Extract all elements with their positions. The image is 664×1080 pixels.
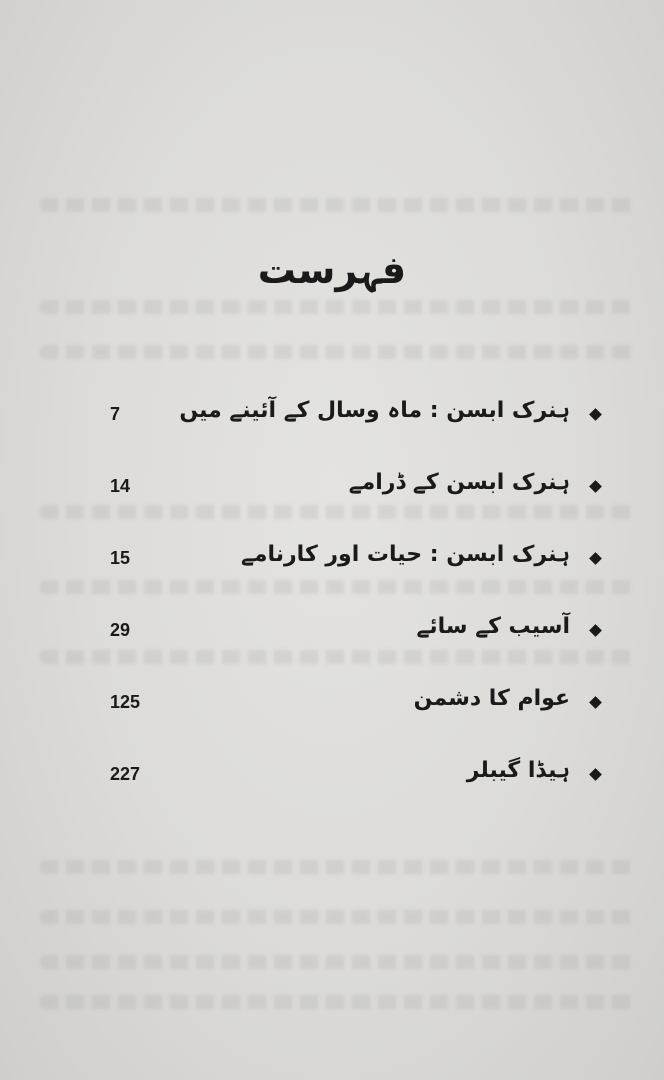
toc-entry [90, 758, 610, 830]
toc-entry [90, 542, 610, 614]
show-through-decoration [40, 910, 634, 924]
show-through-decoration [40, 860, 634, 874]
diamond-bullet-icon [589, 552, 602, 565]
toc-entry-title: ہنرک ابسن : حیات اور کارنامے [240, 542, 570, 567]
page-title: فہرست [257, 248, 407, 292]
toc-entry-title: آسیب کے سائے [416, 614, 570, 639]
toc-entry [90, 470, 610, 542]
toc-entry-page-number: 29 [110, 620, 131, 640]
show-through-decoration [40, 955, 634, 969]
toc-entry-page-number: 125 [110, 692, 141, 712]
show-through-decoration [40, 300, 634, 314]
diamond-bullet-icon [589, 624, 602, 637]
toc-entry [90, 686, 610, 758]
toc-entry-title: ہیڈا گیبلر [466, 758, 570, 783]
toc-entry-title: ہنرک ابسن کے ڈرامے [348, 470, 570, 495]
diamond-bullet-icon [589, 408, 602, 421]
toc-entry-page-number: 15 [110, 548, 131, 568]
show-through-decoration [40, 345, 634, 359]
toc-entry-title: عوام کا دشمن [413, 686, 570, 711]
diamond-bullet-icon [589, 480, 602, 493]
table-of-contents [90, 398, 610, 830]
show-through-decoration [40, 995, 634, 1009]
diamond-bullet-icon [589, 768, 602, 781]
toc-entry [90, 614, 610, 686]
diamond-bullet-icon [589, 696, 602, 709]
toc-entry-page-number: 7 [110, 404, 121, 424]
toc-entry-page-number: 227 [110, 764, 141, 784]
toc-entry [90, 398, 610, 470]
toc-entry-page-number: 14 [110, 476, 131, 496]
show-through-decoration [40, 198, 634, 212]
toc-entry-title: ہنرک ابسن : ماہ وسال کے آئینے میں [179, 398, 570, 423]
